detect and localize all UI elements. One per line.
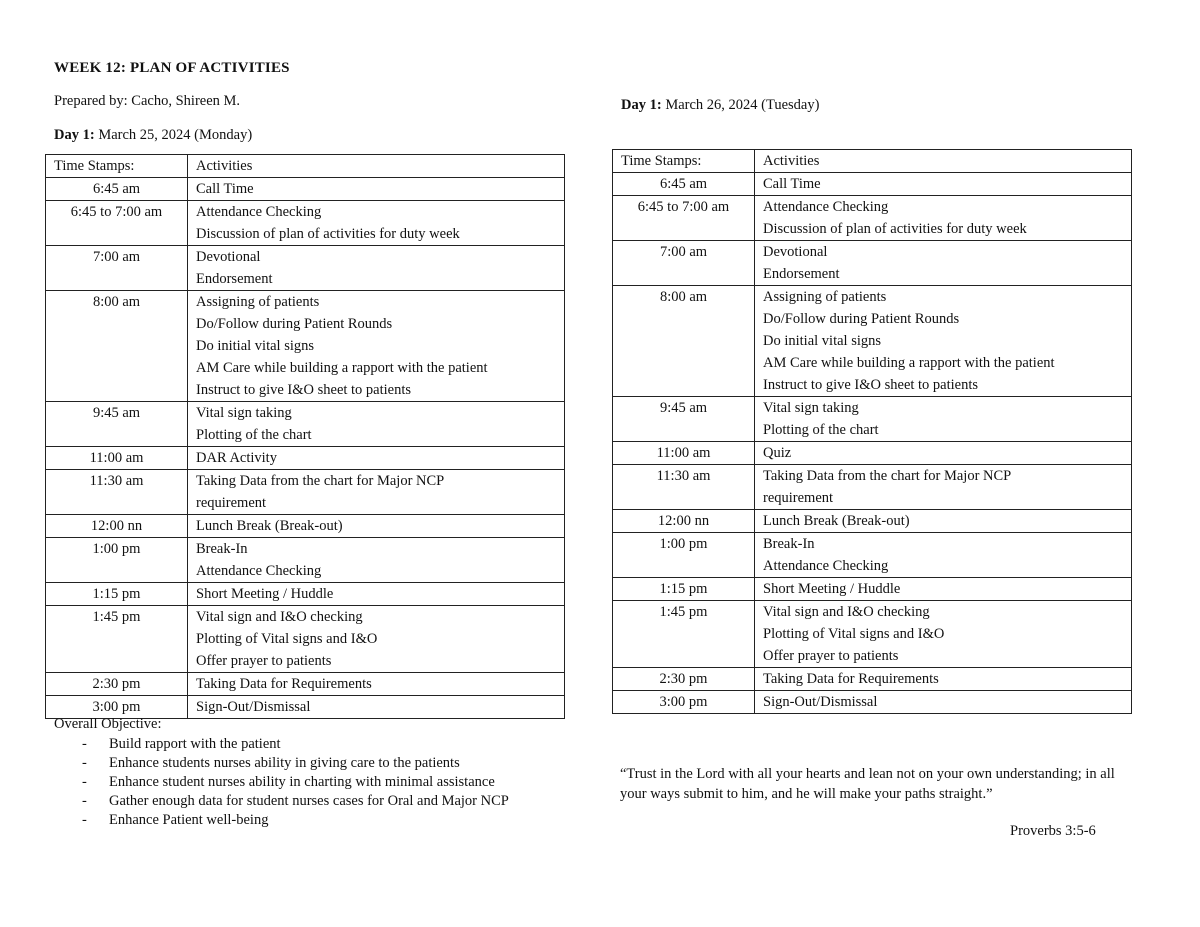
- objective-list: [82, 735, 562, 830]
- time-stamp-cell: 6:45 am: [46, 178, 188, 201]
- bullet-dash: -: [82, 755, 87, 771]
- table-header-row: [613, 150, 1132, 173]
- header-activities: Activities: [188, 155, 565, 178]
- activity-line: DAR Activity: [196, 450, 277, 466]
- table-row: [46, 246, 565, 291]
- table-row: [46, 538, 565, 583]
- activity-line: Vital sign and I&O checking: [196, 609, 363, 625]
- activities-cell: [755, 533, 1132, 578]
- activity-line: Discussion of plan of activities for duty week: [196, 226, 460, 242]
- activity-line: Break-In: [196, 541, 248, 557]
- time-stamp-cell: 1:45 pm: [46, 606, 188, 673]
- activity-line: Do initial vital signs: [763, 333, 882, 349]
- activity-line: Plotting of the chart: [763, 422, 879, 438]
- time-stamp-cell: 1:00 pm: [613, 533, 755, 578]
- time-stamp-cell: 12:00 nn: [46, 515, 188, 538]
- table-row: [613, 601, 1132, 668]
- activity-line: Taking Data from the chart for Major NCP: [763, 468, 1012, 484]
- activity-line: Do initial vital signs: [196, 338, 315, 354]
- activity-line: Call Time: [196, 181, 254, 197]
- activity-line: Taking Data for Requirements: [763, 671, 939, 687]
- table-row: [613, 668, 1132, 691]
- activity-line: Discussion of plan of activities for duty week: [763, 221, 1027, 237]
- day-label: Day 1:: [54, 127, 95, 143]
- activity-line: Do/Follow during Patient Rounds: [196, 316, 393, 332]
- table-row: [613, 442, 1132, 465]
- time-stamp-cell: 9:45 am: [613, 397, 755, 442]
- table-row: [613, 465, 1132, 510]
- activities-cell: [755, 397, 1132, 442]
- time-stamp-cell: 2:30 pm: [613, 668, 755, 691]
- time-stamp-cell: 2:30 pm: [46, 673, 188, 696]
- activity-line: requirement: [196, 495, 267, 511]
- time-stamp-cell: 6:45 to 7:00 am: [613, 196, 755, 241]
- activities-cell: [755, 173, 1132, 196]
- activities-cell: [755, 241, 1132, 286]
- activities-cell: [188, 201, 565, 246]
- day-heading-right: [621, 97, 819, 114]
- activity-line: Taking Data from the chart for Major NCP: [196, 473, 445, 489]
- activity-line: Offer prayer to patients: [196, 653, 332, 669]
- objective-item: [82, 811, 562, 830]
- table-row: [46, 201, 565, 246]
- time-stamp-cell: 1:15 pm: [46, 583, 188, 606]
- objective-text: Enhance Patient well-being: [109, 812, 269, 828]
- activity-line: requirement: [763, 490, 834, 506]
- activity-line: AM Care while building a rapport with the patient: [763, 355, 1055, 371]
- time-stamp-cell: 6:45 to 7:00 am: [46, 201, 188, 246]
- time-stamp-cell: 6:45 am: [613, 173, 755, 196]
- objective-item: [82, 754, 562, 773]
- activity-line: Plotting of the chart: [196, 427, 312, 443]
- time-stamp-cell: 1:15 pm: [613, 578, 755, 601]
- activities-cell: [188, 402, 565, 447]
- table-header-row: [46, 155, 565, 178]
- time-stamp-cell: 7:00 am: [46, 246, 188, 291]
- objective-heading: Overall Objective:: [54, 716, 162, 732]
- activities-cell: [188, 696, 565, 719]
- activity-line: Sign-Out/Dismissal: [763, 694, 878, 710]
- activity-line: Do/Follow during Patient Rounds: [763, 311, 960, 327]
- activities-cell: [755, 510, 1132, 533]
- time-stamp-cell: 7:00 am: [613, 241, 755, 286]
- table-row: [613, 241, 1132, 286]
- table-row: [613, 286, 1132, 397]
- time-stamp-cell: 11:00 am: [613, 442, 755, 465]
- activity-line: Instruct to give I&O sheet to patients: [196, 382, 412, 398]
- time-stamp-cell: 12:00 nn: [613, 510, 755, 533]
- activity-line: Plotting of Vital signs and I&O: [763, 626, 945, 642]
- time-stamp-cell: 1:00 pm: [46, 538, 188, 583]
- activity-line: Vital sign taking: [763, 400, 859, 416]
- table-row: [46, 470, 565, 515]
- time-stamp-cell: 9:45 am: [46, 402, 188, 447]
- activity-line: Devotional: [763, 244, 828, 260]
- table-row: [46, 402, 565, 447]
- table-row: [613, 578, 1132, 601]
- day-label: Day 1:: [621, 97, 662, 113]
- activities-cell: [188, 538, 565, 583]
- activity-line: Plotting of Vital signs and I&O: [196, 631, 378, 647]
- table-row: [613, 173, 1132, 196]
- objective-text: Enhance student nurses ability in charting with minimal assistance: [109, 774, 495, 790]
- activities-cell: [188, 606, 565, 673]
- header-time-stamps: Time Stamps:: [46, 155, 188, 178]
- activities-cell: [755, 578, 1132, 601]
- activities-cell: [755, 601, 1132, 668]
- objective-text: Gather enough data for student nurses cases for Oral and Major NCP: [109, 793, 509, 809]
- activity-line: Attendance Checking: [763, 558, 889, 574]
- time-stamp-cell: 11:00 am: [46, 447, 188, 470]
- activities-cell: [755, 465, 1132, 510]
- table-row: [613, 196, 1132, 241]
- activity-line: Vital sign and I&O checking: [763, 604, 930, 620]
- table-row: [46, 447, 565, 470]
- header-activities: Activities: [755, 150, 1132, 173]
- header-time-stamps: Time Stamps:: [613, 150, 755, 173]
- activity-line: Short Meeting / Huddle: [763, 581, 901, 597]
- activities-cell: [755, 691, 1132, 714]
- activity-line: Quiz: [763, 445, 792, 461]
- table-row: [46, 291, 565, 402]
- activity-line: Assigning of patients: [763, 289, 887, 305]
- activities-cell: [755, 668, 1132, 691]
- activity-line: Assigning of patients: [196, 294, 320, 310]
- table-row: [46, 673, 565, 696]
- schedule-table-day-2: [612, 149, 1132, 714]
- day-heading-left: [54, 127, 252, 144]
- schedule-table-day-1: [45, 154, 565, 719]
- day-date: March 26, 2024 (Tuesday): [661, 97, 820, 113]
- activities-cell: [188, 470, 565, 515]
- activities-cell: [755, 286, 1132, 397]
- time-stamp-cell: 3:00 pm: [613, 691, 755, 714]
- activity-line: Call Time: [763, 176, 821, 192]
- prepared-by: Prepared by: Cacho, Shireen M.: [54, 93, 241, 109]
- table-row: [613, 510, 1132, 533]
- activity-line: Instruct to give I&O sheet to patients: [763, 377, 979, 393]
- time-stamp-cell: 8:00 am: [613, 286, 755, 397]
- activities-cell: [188, 673, 565, 696]
- activities-cell: [755, 196, 1132, 241]
- objective-item: [82, 792, 562, 811]
- activity-line: Endorsement: [763, 266, 840, 282]
- quote-reference: Proverbs 3:5-6: [1010, 823, 1096, 839]
- activities-cell: [188, 246, 565, 291]
- time-stamp-cell: 8:00 am: [46, 291, 188, 402]
- activity-line: Attendance Checking: [196, 563, 322, 579]
- activity-line: Lunch Break (Break-out): [196, 518, 343, 534]
- time-stamp-cell: 11:30 am: [613, 465, 755, 510]
- objective-text: Build rapport with the patient: [109, 736, 281, 752]
- activities-cell: [188, 291, 565, 402]
- activities-cell: [755, 442, 1132, 465]
- activity-line: Taking Data for Requirements: [196, 676, 372, 692]
- table-row: [613, 397, 1132, 442]
- activities-cell: [188, 515, 565, 538]
- activity-line: Attendance Checking: [196, 204, 322, 220]
- activity-line: Sign-Out/Dismissal: [196, 699, 311, 715]
- day-date: March 25, 2024 (Monday): [94, 127, 253, 143]
- activity-line: Devotional: [196, 249, 261, 265]
- objective-item: [82, 773, 562, 792]
- bullet-dash: -: [82, 736, 87, 752]
- table-row: [613, 533, 1132, 578]
- activities-cell: [188, 447, 565, 470]
- table-row: [46, 583, 565, 606]
- objective-item: [82, 735, 562, 754]
- activities-cell: [188, 583, 565, 606]
- activity-line: Attendance Checking: [763, 199, 889, 215]
- activity-line: Break-In: [763, 536, 815, 552]
- activity-line: Lunch Break (Break-out): [763, 513, 910, 529]
- activity-line: Offer prayer to patients: [763, 648, 899, 664]
- table-row: [46, 178, 565, 201]
- activity-line: Short Meeting / Huddle: [196, 586, 334, 602]
- activity-line: Vital sign taking: [196, 405, 292, 421]
- time-stamp-cell: 3:00 pm: [46, 696, 188, 719]
- page-title: WEEK 12: PLAN OF ACTIVITIES: [54, 60, 290, 76]
- activity-line: Endorsement: [196, 271, 273, 287]
- table-row: [46, 606, 565, 673]
- time-stamp-cell: 1:45 pm: [613, 601, 755, 668]
- activities-cell: [188, 178, 565, 201]
- objective-text: Enhance students nurses ability in giving care to the patients: [109, 755, 460, 771]
- bullet-dash: -: [82, 793, 87, 809]
- bullet-dash: -: [82, 812, 87, 828]
- time-stamp-cell: 11:30 am: [46, 470, 188, 515]
- bullet-dash: -: [82, 774, 87, 790]
- table-row: [46, 515, 565, 538]
- bible-quote: “Trust in the Lord with all your hearts and lean not on your own understanding; in all your ways submit to him, and he will make your paths straight.”: [620, 766, 1115, 802]
- activity-line: AM Care while building a rapport with the patient: [196, 360, 488, 376]
- table-row: [613, 691, 1132, 714]
